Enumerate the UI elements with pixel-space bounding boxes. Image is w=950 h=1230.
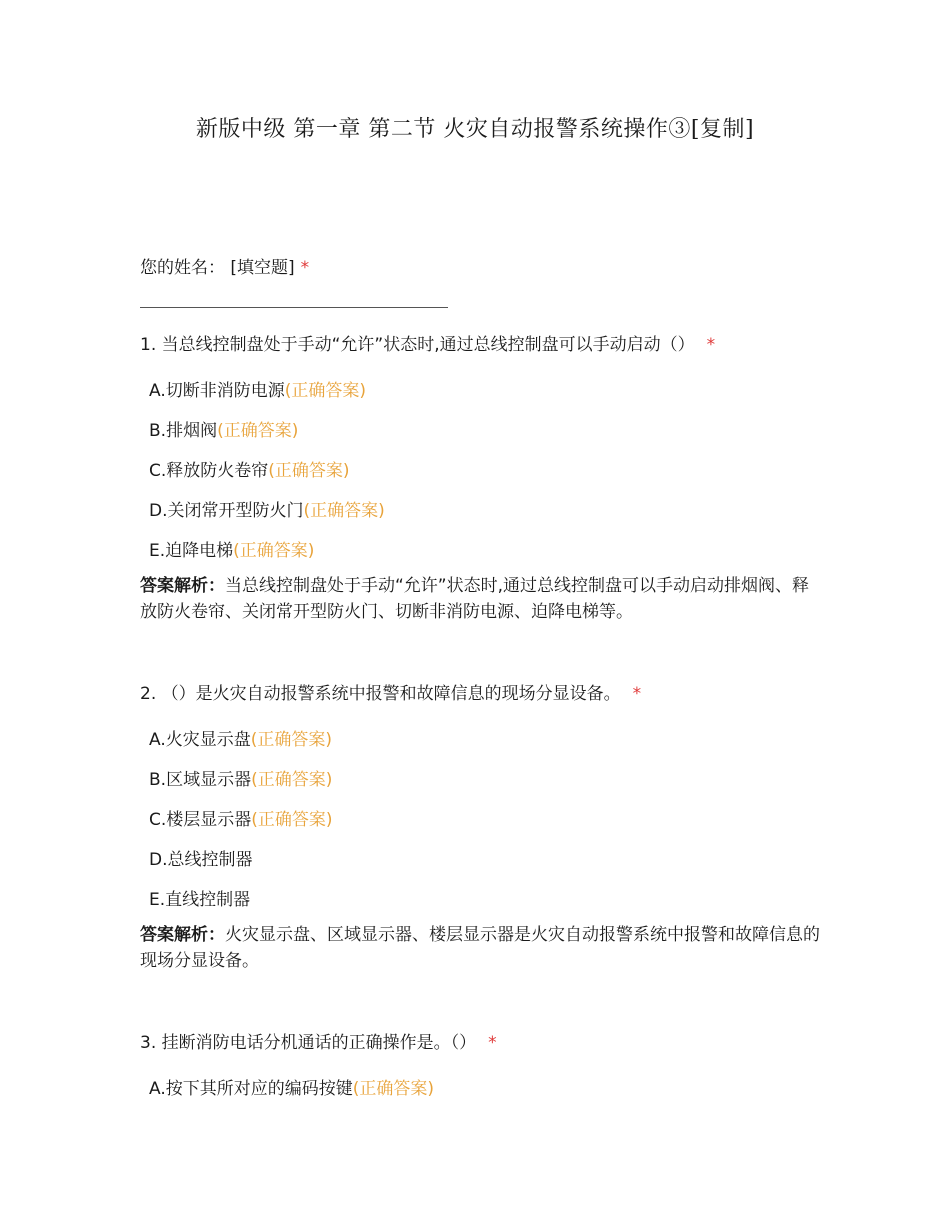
page-title: 新版中级 第一章 第二节 火灾自动报警系统操作③[复制] (195, 117, 755, 142)
option-b[interactable]: B.区域显示器(正确答案) (149, 770, 333, 790)
analysis-text: 当总线控制盘处于手动“允许”状态时,通过总线控制盘可以手动启动排烟阀、释放防火卷帘、关闭常开型防火门、切断非消防电源、迫降电梯等。 (140, 576, 810, 622)
option-e[interactable]: E.迫降电梯(正确答案) (149, 541, 315, 561)
analysis-text: 火灾显示盘、区域显示器、楼层显示器是火灾自动报警系统中报警和故障信息的现场分显设备。 (140, 925, 820, 971)
option-e[interactable]: E.直线控制器 (149, 890, 251, 910)
option-a[interactable]: A.火灾显示盘(正确答案) (149, 730, 332, 750)
question-text (140, 1029, 820, 1057)
option-c[interactable]: C.楼层显示器(正确答案) (149, 810, 333, 830)
question-3-text: 3. 挂断消防电话分机通话的正确操作是。（） (140, 1033, 477, 1053)
question-text (140, 331, 820, 359)
option-d[interactable]: D.关闭常开型防火门(正确答案) (149, 501, 385, 521)
correct-answer-marker: (正确答案) (251, 810, 333, 830)
option-c[interactable]: C.释放防火卷帘(正确答案) (149, 461, 350, 481)
answer-analysis (140, 922, 820, 974)
name-field-label (140, 253, 309, 278)
option-a[interactable]: A.切断非消防电源(正确答案) (149, 381, 366, 401)
name-input-line[interactable] (140, 307, 448, 308)
correct-answer-marker: (正确答案) (217, 421, 299, 441)
correct-answer-marker: (正确答案) (233, 541, 315, 561)
name-field-text: 您的姓名： [填空题] (140, 258, 295, 278)
option-a[interactable]: A.按下其所对应的编码按键(正确答案) (149, 1079, 434, 1099)
analysis-label: 答案解析： (140, 576, 225, 596)
question-2 (140, 680, 820, 974)
question-text (140, 680, 820, 708)
question-1-text: 1. 当总线控制盘处于手动“允许”状态时,通过总线控制盘可以手动启动（） (140, 335, 695, 355)
correct-answer-marker: (正确答案) (303, 501, 385, 521)
required-mark: * (488, 1033, 497, 1053)
correct-answer-marker: (正确答案) (284, 381, 366, 401)
question-3 (140, 1029, 820, 1109)
option-d[interactable]: D.总线控制器 (149, 850, 253, 870)
question-1 (140, 331, 820, 625)
correct-answer-marker: (正确答案) (250, 730, 332, 750)
analysis-label: 答案解析： (140, 925, 225, 945)
required-mark: * (706, 335, 716, 355)
correct-answer-marker: (正确答案) (352, 1079, 434, 1099)
required-mark: * (300, 258, 310, 278)
option-b[interactable]: B.排烟阀(正确答案) (149, 421, 299, 441)
question-2-text: 2. （）是火灾自动报警系统中报警和故障信息的现场分显设备。 (140, 684, 621, 704)
answer-analysis (140, 573, 820, 625)
correct-answer-marker: (正确答案) (251, 770, 333, 790)
correct-answer-marker: (正确答案) (268, 461, 350, 481)
required-mark: * (632, 684, 642, 704)
